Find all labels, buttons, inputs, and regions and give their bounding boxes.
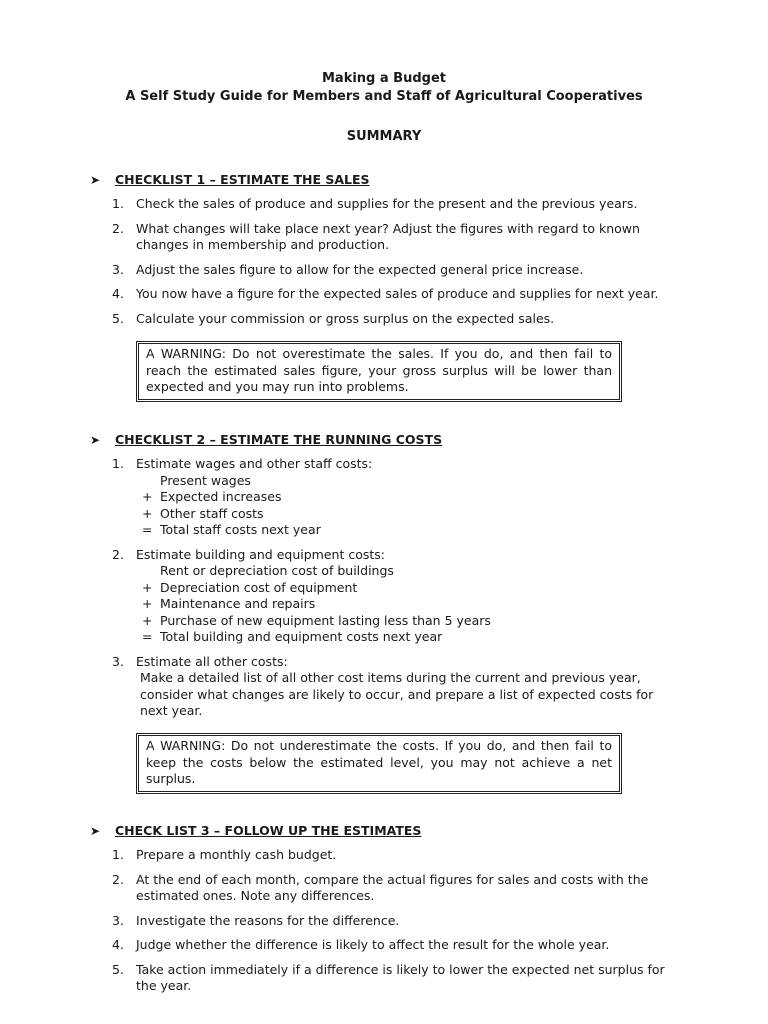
checklist-2-title: CHECKLIST 2 – ESTIMATE THE RUNNING COSTS [115, 431, 443, 447]
checklist-1-header [90, 171, 680, 189]
cost-text: Rent or depreciation cost of buildings [160, 563, 394, 578]
item-number: 2. [112, 546, 124, 562]
checklist-3-header [90, 822, 680, 840]
item-number: 5. [112, 961, 124, 977]
item-number: 3. [112, 261, 124, 277]
item-text: You now have a figure for the expected sales of produce and supplies for next year. [136, 286, 659, 301]
item-text: Investigate the reasons for the difference. [136, 912, 400, 928]
item-number: 1. [112, 456, 124, 471]
item-number: 1. [112, 847, 124, 862]
document-subtitle: A Self Study Guide for Members and Staff of Agricultural Cooperatives [125, 89, 643, 104]
item-detail: Make a detailed list of all other cost items during the current and previous year, consider what changes are likely to occur, and prepare a list of expected costs for next year. [140, 670, 654, 718]
checklist-3-title: CHECK LIST 3 – FOLLOW UP THE ESTIMATES [115, 822, 422, 838]
list-item [90, 286, 680, 303]
list-item [90, 937, 680, 954]
cost-text: Expected increases [160, 489, 282, 504]
cost-line [136, 613, 680, 630]
list-item [90, 311, 680, 328]
cost-text: Depreciation cost of equipment [160, 579, 358, 595]
item-number: 2. [112, 871, 124, 887]
sign [136, 563, 160, 580]
cost-line [136, 580, 680, 597]
checklist-3-list [90, 847, 680, 995]
list-item [90, 962, 680, 995]
list-item [90, 262, 680, 279]
item-number: 4. [112, 937, 124, 952]
cost-line [136, 473, 680, 490]
cost-text: Total staff costs next year [160, 522, 321, 537]
checklist-1-title: CHECKLIST 1 – ESTIMATE THE SALES [115, 171, 370, 187]
item-text: Judge whether the difference is likely to affect the result for the whole year. [136, 937, 610, 952]
item-number: 3. [112, 653, 124, 669]
cost-line [136, 522, 680, 539]
cost-line [136, 563, 680, 580]
item-number: 4. [112, 286, 124, 301]
list-item [90, 456, 680, 539]
item-number: 5. [112, 310, 124, 326]
cost-line [136, 629, 680, 646]
item-text: Estimate building and equipment costs: [136, 546, 385, 562]
list-item [90, 654, 680, 720]
list-item [90, 913, 680, 930]
list-item [90, 196, 680, 213]
sign: + [142, 579, 153, 595]
item-text: Adjust the sales figure to allow for the expected general price increase. [136, 261, 584, 277]
sales-warning-box: A WARNING: Do not overestimate the sales. If you do, and then fail to reach the estimated sales figure, your gross surplus will be lower than expected and you may run into problems. [138, 343, 620, 400]
list-item [90, 221, 680, 254]
checklist-2-header [90, 431, 680, 449]
document-title: Making a Budget [321, 71, 446, 86]
summary-heading: SUMMARY [346, 129, 422, 144]
arrow-bullet-icon: ➤ [90, 172, 101, 187]
sign: + [142, 489, 153, 504]
sign: + [142, 612, 153, 628]
list-item [90, 547, 680, 646]
checklist-3 [90, 822, 680, 840]
item-text: Prepare a monthly cash budget. [136, 847, 337, 862]
arrow-bullet-icon: ➤ [90, 823, 101, 838]
list-item [90, 847, 680, 864]
sign: = [142, 522, 153, 537]
cost-text: Present wages [160, 472, 251, 488]
arrow-bullet-icon: ➤ [90, 432, 101, 447]
cost-text: Purchase of new equipment lasting less than 5 years [160, 612, 491, 628]
cost-line [136, 506, 680, 523]
checklist-1-list [90, 196, 680, 327]
costs-warning-box: A WARNING: Do not underestimate the costs. If you do, and then fail to keep the costs below the estimated level, you may not achieve a net surplus. [138, 735, 620, 792]
cost-text: Maintenance and repairs [160, 596, 316, 611]
cost-text: Other staff costs [160, 505, 264, 521]
cost-line [136, 596, 680, 613]
cost-text: Total building and equipment costs next year [160, 629, 443, 644]
cost-line [136, 489, 680, 506]
item-text: Calculate your commission or gross surplus on the expected sales. [136, 310, 555, 326]
item-text: Estimate all other costs: [136, 653, 288, 669]
sign: + [142, 596, 153, 611]
sign [136, 473, 160, 490]
checklist-2 [90, 431, 680, 449]
checklist-2-list [90, 456, 680, 720]
item-number: 3. [112, 912, 124, 928]
sign: + [142, 505, 153, 521]
item-text: Check the sales of produce and supplies for the present and the previous years. [136, 196, 638, 211]
sign: = [142, 629, 153, 644]
list-item [90, 872, 680, 905]
item-text: What changes will take place next year? Adjust the figures with regard to known changes in membership and production. [136, 220, 640, 252]
item-number: 1. [112, 196, 124, 211]
item-text: Take action immediately if a difference is likely to lower the expected net surplus for the year. [136, 961, 665, 993]
item-number: 2. [112, 220, 124, 236]
item-text: At the end of each month, compare the actual figures for sales and costs with the estimated ones. Note any differences. [136, 871, 649, 903]
checklist-1 [90, 171, 680, 189]
item-text: Estimate wages and other staff costs: [136, 456, 373, 471]
